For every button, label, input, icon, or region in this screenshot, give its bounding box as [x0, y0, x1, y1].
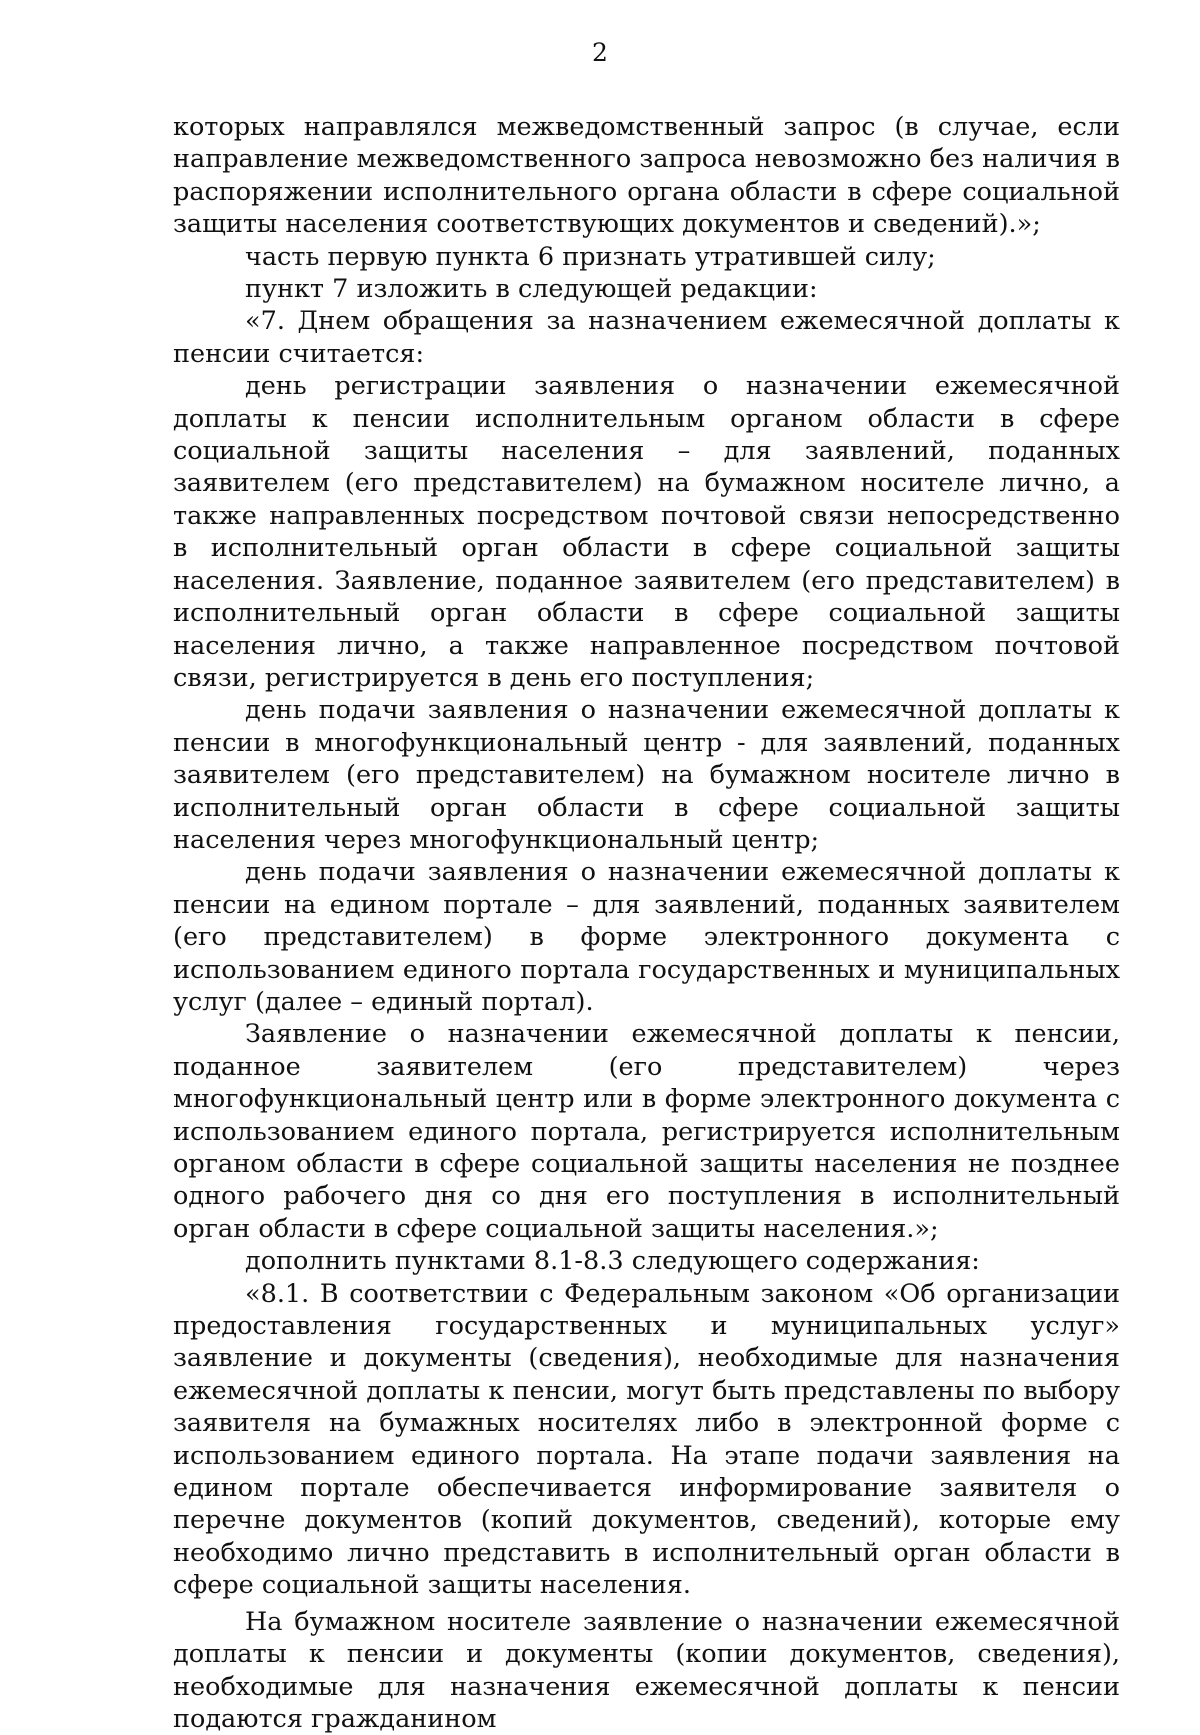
paragraph-item-7: «7. Днем обращения за назначением ежемесячной доплаты к пенсии считается:: [173, 306, 1120, 369]
paragraph-portal-day: день подачи заявления о назначении ежемесячной доплаты к пенсии на едином портале – для заявлений, поданных заявителем (его представителем) в форме электронного документа с использованием единого портала государственных и муниципальных услуг (далее – единый портал).: [173, 857, 1120, 1017]
paragraph-registration-term: Заявление о назначении ежемесячной доплаты к пенсии, поданное заявителем (его представителем) через многофункциональный центр или в форме электронного документа с использованием единого портала, регистрируется исполнительным органом области в сфере социальной защиты населения не позднее одного рабочего дня со дня его поступления в исполнительный орган области в сфере социальной защиты населения.»;: [173, 1019, 1120, 1244]
paragraph-continuation: которых направлялся межведомственный запрос (в случае, если направление межведомственного запроса невозможно без наличия в распоряжении исполнительного органа области в сфере социальной защиты населения соответствующих документов и сведений).»;: [173, 112, 1120, 240]
paragraph-add-items: дополнить пунктами 8.1-8.3 следующего содержания:: [245, 1246, 980, 1277]
paragraph-registration-day: день регистрации заявления о назначении ежемесячной доплаты к пенсии исполнительным органом области в сфере социальной защиты населения – для заявлений, поданных заявителем (его представителем) на бумажном носителе лично, а также направленных посредством почтовой связи непосредственно в исполнительный орган области в сфере социальной защиты населения. Заявление, поданное заявителем (его представителем) в исполнительный орган области в сфере социальной защиты населения лично, а также направленное посредством почтовой связи, регистрируется в день его поступления;: [173, 371, 1120, 693]
document-body: [173, 111, 1120, 1735]
paragraph-item-6: часть первую пункта 6 признать утратившей силу;: [245, 241, 936, 272]
paragraph-mfc-day: день подачи заявления о назначении ежемесячной доплаты к пенсии в многофункциональный центр - для заявлений, поданных заявителем (его представителем) на бумажном носителе лично в исполнительный орган области в сфере социальной защиты населения через многофункциональный центр;: [173, 695, 1120, 855]
paragraph-item-7-intro: пункт 7 изложить в следующей редакции:: [245, 274, 818, 305]
paragraph-item-8-1: «8.1. В соответствии с Федеральным законом «Об организации предоставления государственных и муниципальных услуг» заявление и документы (сведения), необходимые для назначения ежемесячной доплаты к пенсии, могут быть представлены по выбору заявителя на бумажных носителях либо в электронной форме с использованием единого портала. На этапе подачи заявления на едином портале обеспечивается информирование заявителя о перечне документов (копий документов, сведений), которые ему необходимо лично представить в исполнительный орган области в сфере социальной защиты населения.: [173, 1278, 1120, 1601]
page-number: 2: [592, 38, 608, 67]
paragraph-paper-submission: На бумажном носителе заявление о назначении ежемесячной доплаты к пенсии и документы (копии документов, сведения), необходимые для назначения ежемесячной доплаты к пенсии подаются гражданином: [173, 1606, 1120, 1734]
